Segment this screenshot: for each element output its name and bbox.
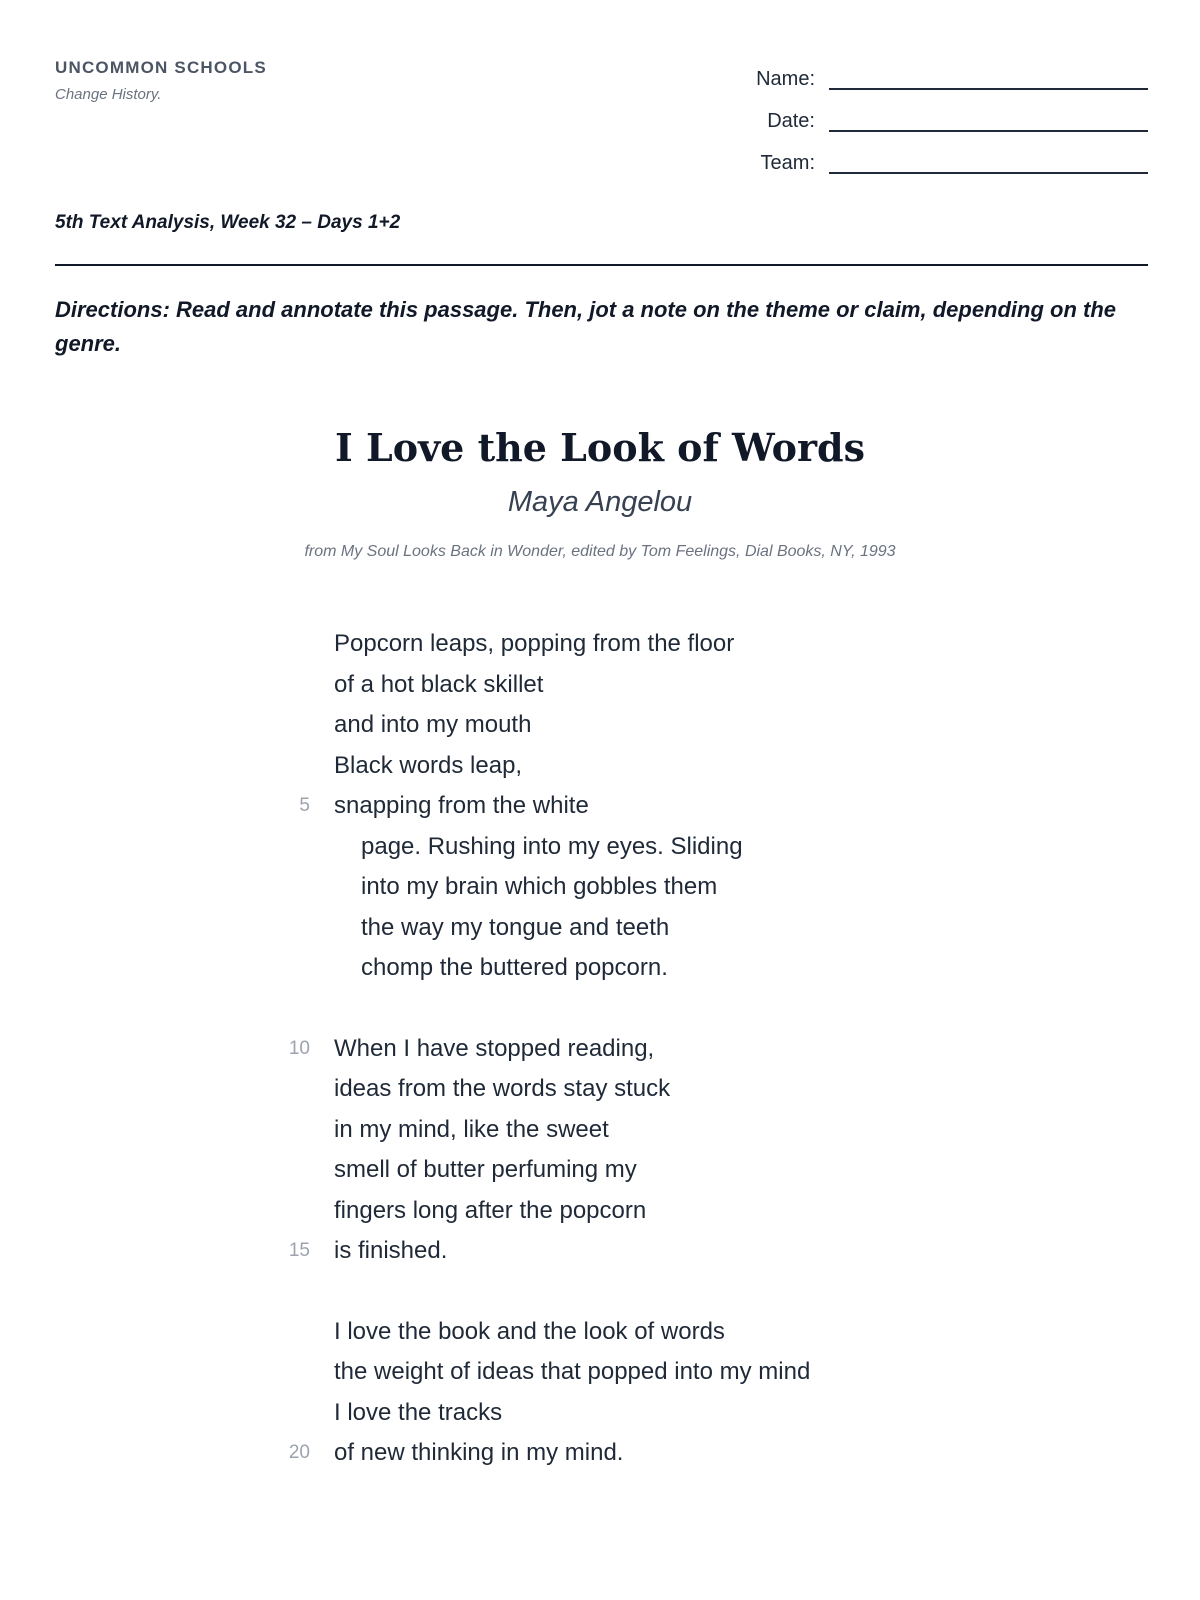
poem-line xyxy=(0,1358,1200,1399)
team-field[interactable] xyxy=(829,152,1148,174)
poem-line xyxy=(0,630,1200,671)
name-label: Name: xyxy=(756,67,815,90)
poem-line-indented xyxy=(0,873,1200,914)
line-number: 5 xyxy=(299,795,310,816)
header-divider xyxy=(55,264,1148,266)
school-brand xyxy=(55,58,267,103)
poem-line-indented xyxy=(0,954,1200,995)
poem-line xyxy=(0,711,1200,752)
line-text: in my mind, like the sweet xyxy=(334,1115,609,1143)
date-label: Date: xyxy=(767,109,815,132)
name-field-row xyxy=(700,58,1148,100)
poem-author: Maya Angelou xyxy=(507,486,693,518)
line-text: of a hot black skillet xyxy=(334,670,544,698)
brand-name: UNCOMMON SCHOOLS xyxy=(55,58,267,77)
line-text: smell of butter perfuming my xyxy=(334,1156,637,1183)
poem-line xyxy=(0,1035,1200,1076)
line-text: Popcorn leaps, popping from the floor xyxy=(334,630,735,657)
poem-line xyxy=(0,1197,1200,1238)
poem-line-indented xyxy=(0,914,1200,955)
line-text: I love the book and the look of words xyxy=(334,1317,725,1345)
line-number: 20 xyxy=(288,1442,310,1463)
student-info-fields xyxy=(700,58,1148,184)
line-text: the weight of ideas that popped into my mind xyxy=(334,1358,811,1385)
poem-line xyxy=(0,752,1200,793)
line-text: and into my mouth xyxy=(334,711,532,738)
line-text: page. Rushing into my eyes. Sliding xyxy=(361,832,743,860)
poem-source: from My Soul Looks Back in Wonder, edited by Tom Feelings, Dial Books, NY, 1993 xyxy=(304,543,896,560)
line-text: fingers long after the popcorn xyxy=(334,1196,647,1224)
name-field[interactable] xyxy=(829,68,1148,90)
line-text: When I have stopped reading, xyxy=(334,1034,655,1062)
poem-line xyxy=(0,1399,1200,1440)
worksheet-subtitle: 5th Text Analysis, Week 32 – Days 1+2 xyxy=(55,212,401,233)
line-text: Black words leap, xyxy=(334,751,523,779)
line-text: chomp the buttered popcorn. xyxy=(361,954,668,981)
line-text: I love the tracks xyxy=(334,1398,503,1426)
date-field[interactable] xyxy=(829,110,1148,132)
date-field-row xyxy=(700,100,1148,142)
line-text: ideas from the words stay stuck xyxy=(334,1075,671,1102)
line-text: of new thinking in my mind. xyxy=(334,1439,624,1466)
line-text: is finished. xyxy=(334,1237,448,1264)
line-number: 10 xyxy=(288,1037,310,1059)
stanza-break xyxy=(0,1278,1200,1318)
poem-line xyxy=(0,1156,1200,1197)
team-field-row xyxy=(700,142,1148,184)
poem-line xyxy=(0,671,1200,712)
line-text: into my brain which gobbles them xyxy=(361,873,718,900)
poem-line xyxy=(0,1075,1200,1116)
poem-body xyxy=(0,630,1200,1480)
poem-title: I Love the Look of Words xyxy=(335,425,865,470)
poem-line xyxy=(0,1116,1200,1157)
line-text: the way my tongue and teeth xyxy=(361,913,670,941)
poem-line xyxy=(0,1237,1200,1278)
directions-text: Directions: Read and annotate this passage. Then, jot a note on the theme or claim, depending on the genre. xyxy=(55,297,1117,356)
line-text: snapping from the white xyxy=(334,792,589,819)
poem-line-indented xyxy=(0,833,1200,874)
poem-line xyxy=(0,792,1200,833)
stanza-break xyxy=(0,995,1200,1035)
line-number: 15 xyxy=(288,1240,310,1261)
poem-line xyxy=(0,1318,1200,1359)
poem-line xyxy=(0,1439,1200,1480)
brand-tagline: Change History. xyxy=(55,86,162,103)
team-label: Team: xyxy=(760,151,815,174)
